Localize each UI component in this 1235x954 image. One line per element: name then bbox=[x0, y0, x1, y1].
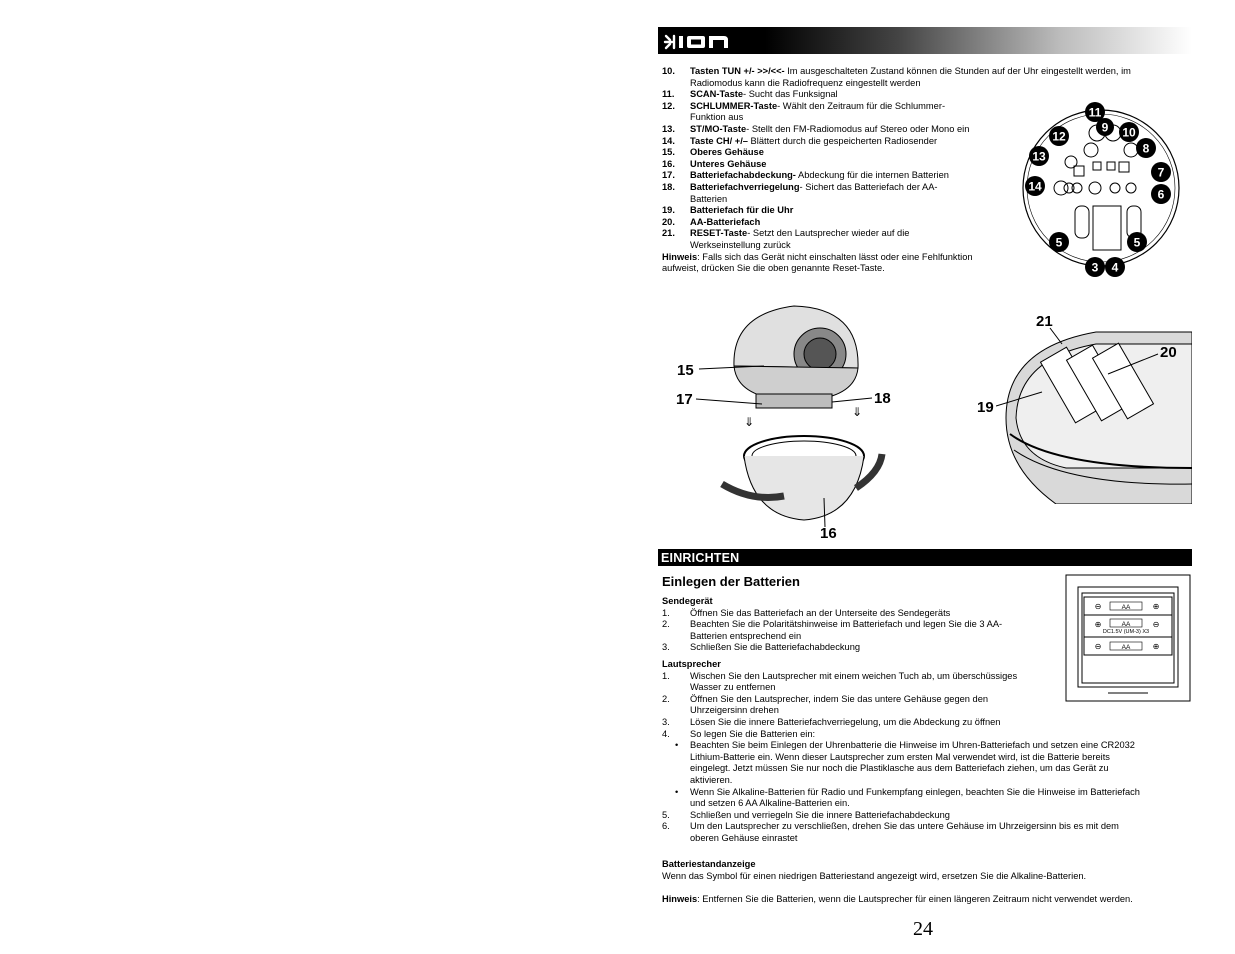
svg-text:4: 4 bbox=[1111, 260, 1119, 275]
item-label: Tasten TUN +/- >>/<<- bbox=[690, 66, 785, 76]
item-desc: Im ausgeschalteten Zustand können die Stunden auf der Uhr eingestellt werden, im bbox=[784, 66, 1131, 76]
callout-5-left bbox=[1049, 232, 1069, 252]
step-text: Öffnen Sie den Lautsprecher, indem Sie das untere Gehäuse gegen den bbox=[690, 693, 989, 704]
callout-18: 18 bbox=[874, 390, 891, 407]
item-number: 21. bbox=[662, 228, 675, 239]
callout-7 bbox=[1151, 162, 1171, 182]
item-desc-cont: Werkseinstellung zurück bbox=[690, 239, 791, 250]
svg-text:7: 7 bbox=[1157, 165, 1165, 180]
item-desc: Blättert durch die gespeicherten Radiosender bbox=[747, 135, 938, 146]
item-number: 17. bbox=[662, 170, 675, 181]
item-label: Oberes Gehäuse bbox=[690, 147, 764, 158]
callout-5-right bbox=[1127, 232, 1147, 252]
callout-12 bbox=[1049, 126, 1069, 146]
note-1-label: Hinweis bbox=[662, 251, 698, 262]
bullet-item bbox=[662, 787, 1182, 810]
bullet-text: und setzen 6 AA Alkaline-Batterien ein. bbox=[690, 798, 850, 809]
plus-icon: ⊕ bbox=[1152, 602, 1160, 611]
bullet-dot-icon: • bbox=[675, 740, 679, 751]
section-title: EINRICHTEN bbox=[661, 551, 740, 565]
item-label: RESET-Taste bbox=[690, 228, 748, 239]
step-text: Beachten Sie die Polaritätshinweise im Batteriefach und legen Sie die 3 AA- bbox=[690, 619, 1003, 630]
bullet-text: aktivieren. bbox=[690, 774, 733, 785]
item-label: Batteriefachverriegelung bbox=[690, 181, 800, 192]
note-2 bbox=[662, 894, 1182, 906]
step-text: Schließen und verriegeln Sie die innere Batteriefachabdeckung bbox=[690, 809, 950, 820]
bullet-text: Beachten Sie beim Einlegen der Uhrenbatterie die Hinweise im Uhren-Batteriefach und setzen eine CR2032 bbox=[690, 740, 1135, 751]
svg-text:9: 9 bbox=[1101, 120, 1109, 135]
svg-text:5: 5 bbox=[1133, 235, 1141, 250]
svg-text:14: 14 bbox=[1028, 179, 1042, 194]
svg-text:13: 13 bbox=[1032, 149, 1046, 164]
svg-text:⇓: ⇓ bbox=[744, 415, 755, 429]
bullet-text: eingelegt. Jetzt müssen Sie nur noch die Plastiklasche aus dem Batteriefach ziehen, um das Gerät zu bbox=[690, 763, 1109, 774]
step-text: Schließen Sie die Batteriefachabdeckung bbox=[690, 642, 861, 653]
section-header-einrichten bbox=[658, 549, 1192, 566]
step-number: 6. bbox=[662, 821, 670, 832]
step-text: Wischen Sie den Lautsprecher mit einem weichen Tuch ab, um überschüssiges bbox=[690, 670, 1018, 681]
header-banner bbox=[658, 27, 1192, 54]
item-desc: - Setzt den Lautsprecher wieder auf die bbox=[747, 228, 910, 239]
callout-13 bbox=[1029, 146, 1049, 166]
svg-text:6: 6 bbox=[1157, 187, 1165, 202]
minus-icon: ⊖ bbox=[1152, 620, 1160, 629]
item-number: 11. bbox=[662, 89, 675, 100]
instruction-step bbox=[662, 821, 1182, 844]
speaker-exploded-figure bbox=[672, 296, 917, 546]
svg-text:8: 8 bbox=[1142, 141, 1150, 156]
speaker-title: Lautsprecher bbox=[662, 659, 721, 669]
callout-14 bbox=[1025, 176, 1045, 196]
transmitter-battery-figure bbox=[1064, 573, 1192, 705]
callout-20: 20 bbox=[1160, 344, 1177, 361]
item-desc: Abdeckung für die internen Batterien bbox=[795, 170, 949, 181]
svg-text:AA: AA bbox=[1121, 644, 1131, 651]
callout-21: 21 bbox=[1036, 313, 1053, 330]
item-number: 16. bbox=[662, 158, 675, 169]
item-label: Taste CH/ +/– bbox=[690, 135, 748, 146]
item-label: Batteriefach für die Uhr bbox=[690, 205, 794, 216]
step-text: Batterien entsprechend ein bbox=[690, 630, 802, 641]
item-desc-cont: Radiomodus kann die Radiofrequenz eingestellt werden bbox=[690, 77, 921, 88]
item-number: 20. bbox=[662, 216, 675, 227]
svg-text:10: 10 bbox=[1122, 125, 1136, 140]
plus-icon: ⊕ bbox=[1152, 642, 1160, 651]
item-number: 12. bbox=[662, 100, 675, 111]
note-2-label: Hinweis bbox=[662, 894, 698, 904]
svg-text:AA: AA bbox=[1121, 621, 1131, 628]
item-label: SCHLUMMER-Taste bbox=[690, 100, 778, 111]
step-number: 1. bbox=[662, 670, 670, 681]
callout-15: 15 bbox=[677, 362, 694, 379]
svg-text:5: 5 bbox=[1055, 235, 1063, 250]
page-number: 24 bbox=[913, 918, 933, 940]
item-number: 15. bbox=[662, 147, 675, 158]
step-text: So legen Sie die Batterien ein: bbox=[690, 728, 816, 739]
battery-indicator-text: Wenn das Symbol für einen niedrigen Batteriestand angezeigt wird, ersetzen Sie die Alkaline-Batterien. bbox=[662, 870, 1087, 881]
battery-indicator-block bbox=[662, 859, 1182, 882]
svg-text:DC1.5V (UM-3) X3: DC1.5V (UM-3) X3 bbox=[1102, 629, 1150, 635]
callout-16: 16 bbox=[820, 525, 837, 542]
svg-text:3: 3 bbox=[1091, 260, 1099, 275]
instruction-step bbox=[662, 717, 1182, 729]
item-number: 14. bbox=[662, 135, 675, 146]
item-number: 13. bbox=[662, 123, 675, 134]
instruction-step bbox=[662, 810, 1182, 822]
step-number: 5. bbox=[662, 809, 670, 820]
parts-list-item bbox=[662, 66, 1182, 89]
step-number: 1. bbox=[662, 607, 670, 618]
ion-logo bbox=[662, 33, 734, 51]
callout-19: 19 bbox=[977, 399, 994, 416]
item-number: 19. bbox=[662, 205, 675, 216]
item-number: 10. bbox=[662, 66, 675, 76]
callout-10 bbox=[1119, 122, 1139, 142]
item-label: AA-Batteriefach bbox=[690, 216, 761, 227]
bullet-text: Lithium-Batterie ein. Wenn dieser Lautsprecher zum ersten Mal verwendet wird, ist die Batterie bereits bbox=[690, 751, 1110, 762]
callout-6 bbox=[1151, 184, 1171, 204]
item-number: 18. bbox=[662, 181, 675, 192]
step-text: Uhrzeigersinn drehen bbox=[690, 705, 779, 716]
step-number: 2. bbox=[662, 619, 670, 630]
bullet-dot-icon: • bbox=[675, 786, 679, 797]
callout-17: 17 bbox=[676, 391, 693, 408]
step-text: Wasser zu entfernen bbox=[690, 682, 776, 693]
step-text: Um den Lautsprecher zu verschließen, drehen Sie das untere Gehäuse im Uhrzeigersinn bis es mit dem bbox=[690, 821, 1119, 832]
bullet-item bbox=[662, 740, 1182, 786]
item-label: SCAN-Taste bbox=[690, 89, 744, 100]
control-panel-diagram bbox=[1015, 100, 1190, 280]
callout-9 bbox=[1096, 118, 1114, 136]
item-desc: - Stellt den FM-Radiomodus auf Stereo oder Mono ein bbox=[746, 123, 970, 134]
note-1-line2: aufweist, drücken Sie die oben genannte Reset-Taste. bbox=[662, 263, 885, 274]
item-desc-cont: Batterien bbox=[690, 193, 728, 204]
sender-title: Sendegerät bbox=[662, 596, 713, 606]
callout-8 bbox=[1136, 138, 1156, 158]
instruction-step bbox=[662, 729, 1182, 741]
callout-4 bbox=[1105, 257, 1125, 277]
step-number: 3. bbox=[662, 642, 670, 653]
item-desc: - Wählt den Zeitraum für die Schlummer- bbox=[777, 100, 946, 111]
note-1-line1: : Falls sich das Gerät nicht einschalten lässt oder eine Fehlfunktion bbox=[697, 251, 973, 262]
step-number: 2. bbox=[662, 693, 670, 704]
bullet-text: Wenn Sie Alkaline-Batterien für Radio und Funkempfang einlegen, beachten Sie die Hinweise im Batteriefach bbox=[690, 786, 1140, 797]
battery-heading: Einlegen der Batterien bbox=[662, 574, 800, 589]
svg-text:⇓: ⇓ bbox=[852, 405, 863, 419]
item-label: Unteres Gehäuse bbox=[690, 158, 767, 169]
minus-icon: ⊖ bbox=[1094, 602, 1102, 611]
step-number: 4. bbox=[662, 728, 670, 739]
svg-text:11: 11 bbox=[1088, 105, 1102, 120]
item-label: ST/MO-Taste bbox=[690, 123, 747, 134]
plus-icon: ⊕ bbox=[1094, 620, 1102, 629]
battery-indicator-title: Batteriestandanzeige bbox=[662, 859, 756, 869]
item-desc: - Sichert das Batteriefach der AA- bbox=[799, 181, 938, 192]
note-2-text: : Entfernen Sie die Batterien, wenn die Lautsprecher für einen längeren Zeitraum nicht verwendet werden. bbox=[697, 894, 1133, 904]
step-number: 3. bbox=[662, 716, 670, 727]
step-text: Lösen Sie die innere Batteriefachverriegelung, um die Abdeckung zu öffnen bbox=[690, 716, 1001, 727]
svg-text:12: 12 bbox=[1052, 129, 1066, 144]
step-text: Öffnen Sie das Batteriefach an der Unterseite des Sendegeräts bbox=[690, 607, 951, 618]
item-label: Batteriefachabdeckung- bbox=[690, 170, 796, 181]
callout-3 bbox=[1085, 257, 1105, 277]
item-desc: - Sucht das Funksignal bbox=[743, 89, 838, 100]
minus-icon: ⊖ bbox=[1094, 642, 1102, 651]
step-text: oberen Gehäuse einrastet bbox=[690, 832, 798, 843]
item-desc-cont: Funktion aus bbox=[690, 112, 744, 123]
svg-text:AA: AA bbox=[1121, 604, 1131, 611]
